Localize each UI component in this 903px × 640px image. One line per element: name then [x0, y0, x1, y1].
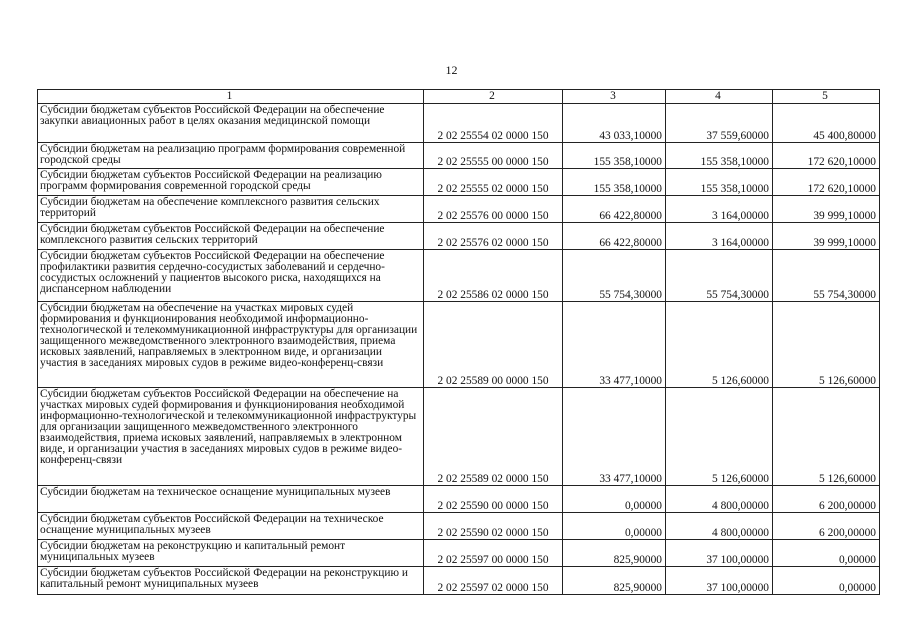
row-value-col5: 172 620,10000: [773, 169, 880, 196]
row-code: 2 02 25586 02 0000 150: [424, 250, 563, 302]
table-header-row: [38, 90, 880, 104]
table-row: [38, 169, 880, 196]
row-value-col4: 37 559,60000: [666, 104, 773, 143]
row-value-col4: 37 100,00000: [666, 567, 773, 595]
row-name: Субсидии бюджетам субъектов Российской Федерации на обеспечение профилактики развития сердечно-сосудистых заболеваний и сердечно-сосудистых осложнений у пациентов высокого риска, находящихся на диспансерном наблюдении: [38, 250, 424, 302]
row-value-col4: 3 164,00000: [666, 196, 773, 223]
row-value-col5: 5 126,60000: [773, 388, 880, 486]
table-row: [38, 388, 880, 486]
row-value-col5: 172 620,10000: [773, 143, 880, 169]
row-value-col5: 45 400,80000: [773, 104, 880, 143]
row-name: Субсидии бюджетам субъектов Российской Федерации на реализацию программ формирования современной городской среды: [38, 169, 424, 196]
row-value-col5: 6 200,00000: [773, 486, 880, 513]
row-value-col3: 155 358,10000: [563, 143, 666, 169]
row-value-col4: 3 164,00000: [666, 223, 773, 250]
row-code: 2 02 25590 00 0000 150: [424, 486, 563, 513]
row-code: 2 02 25555 00 0000 150: [424, 143, 563, 169]
row-value-col4: 4 800,00000: [666, 513, 773, 540]
row-value-col5: 55 754,30000: [773, 250, 880, 302]
row-code: 2 02 25590 02 0000 150: [424, 513, 563, 540]
row-value-col3: 33 477,10000: [563, 302, 666, 388]
row-code: 2 02 25576 02 0000 150: [424, 223, 563, 250]
row-value-col5: 39 999,10000: [773, 223, 880, 250]
row-value-col3: 33 477,10000: [563, 388, 666, 486]
row-code: 2 02 25597 02 0000 150: [424, 567, 563, 595]
row-name: Субсидии бюджетам субъектов Российской Федерации на техническое оснащение муниципальных музеев: [38, 513, 424, 540]
row-value-col3: 55 754,30000: [563, 250, 666, 302]
column-header: 4: [666, 90, 773, 104]
row-value-col5: 0,00000: [773, 567, 880, 595]
row-value-col5: 39 999,10000: [773, 196, 880, 223]
row-name: Субсидии бюджетам на реализацию программ формирования современной городской среды: [38, 143, 424, 169]
row-value-col3: 155 358,10000: [563, 169, 666, 196]
row-name: Субсидии бюджетам субъектов Российской Федерации на обеспечение комплексного развития сельских территорий: [38, 223, 424, 250]
row-name: Субсидии бюджетам субъектов Российской Федерации на реконструкцию и капитальный ремонт муниципальных музеев: [38, 567, 424, 595]
row-name: Субсидии бюджетам субъектов Российской Федерации на обеспечение на участках мировых судей формирования и функционирования необходимой информационно-технологической и телекоммуникационной инфраструктуры для организации защищенного межведомственного электронного взаимодействия, приема исковых заявлений, направляемых в электронном виде, и организации участия в заседаниях мировых судов в режиме видео-конференц-связи: [38, 388, 424, 486]
table-row: [38, 223, 880, 250]
row-value-col4: 4 800,00000: [666, 486, 773, 513]
row-name: Субсидии бюджетам субъектов Российской Федерации на обеспечение закупки авиационных работ в целях оказания медицинской помощи: [38, 104, 424, 143]
row-value-col4: 155 358,10000: [666, 169, 773, 196]
row-value-col3: 825,90000: [563, 567, 666, 595]
row-value-col4: 55 754,30000: [666, 250, 773, 302]
row-value-col3: 66 422,80000: [563, 196, 666, 223]
column-header: 5: [773, 90, 880, 104]
row-value-col3: 0,00000: [563, 486, 666, 513]
column-header: 1: [38, 90, 424, 104]
table-row: [38, 196, 880, 223]
row-value-col3: 825,90000: [563, 540, 666, 567]
column-header: 3: [563, 90, 666, 104]
table-row: [38, 302, 880, 388]
row-value-col3: 66 422,80000: [563, 223, 666, 250]
row-value-col4: 37 100,00000: [666, 540, 773, 567]
table-row: [38, 104, 880, 143]
row-code: 2 02 25589 02 0000 150: [424, 388, 563, 486]
row-name: Субсидии бюджетам на реконструкцию и капитальный ремонт муниципальных музеев: [38, 540, 424, 567]
table-row: [38, 486, 880, 513]
table-row: [38, 250, 880, 302]
table-row: [38, 143, 880, 169]
page-number: 12: [445, 63, 458, 77]
table-row: [38, 540, 880, 567]
row-value-col3: 43 033,10000: [563, 104, 666, 143]
budget-table: [37, 89, 880, 595]
row-code: 2 02 25576 00 0000 150: [424, 196, 563, 223]
row-code: 2 02 25597 00 0000 150: [424, 540, 563, 567]
row-value-col4: 5 126,60000: [666, 388, 773, 486]
row-value-col5: 6 200,00000: [773, 513, 880, 540]
row-name: Субсидии бюджетам на техническое оснащение муниципальных музеев: [38, 486, 424, 513]
row-value-col4: 5 126,60000: [666, 302, 773, 388]
column-header: 2: [424, 90, 563, 104]
row-code: 2 02 25555 02 0000 150: [424, 169, 563, 196]
row-name: Субсидии бюджетам на обеспечение на участках мировых судей формирования и функционирования необходимой информационно-технологической и телекоммуникационной инфраструктуры для организации защищенного межведомственного электронного взаимодействия, приема исковых заявлений, направляемых в электронном виде, и организации участия в заседаниях мировых судов в режиме видео-конференц-связи: [38, 302, 424, 388]
table-row: [38, 567, 880, 595]
row-code: 2 02 25554 02 0000 150: [424, 104, 563, 143]
row-value-col5: 5 126,60000: [773, 302, 880, 388]
row-value-col5: 0,00000: [773, 540, 880, 567]
row-value-col4: 155 358,10000: [666, 143, 773, 169]
row-code: 2 02 25589 00 0000 150: [424, 302, 563, 388]
row-value-col3: 0,00000: [563, 513, 666, 540]
table-row: [38, 513, 880, 540]
row-name: Субсидии бюджетам на обеспечение комплексного развития сельских территорий: [38, 196, 424, 223]
